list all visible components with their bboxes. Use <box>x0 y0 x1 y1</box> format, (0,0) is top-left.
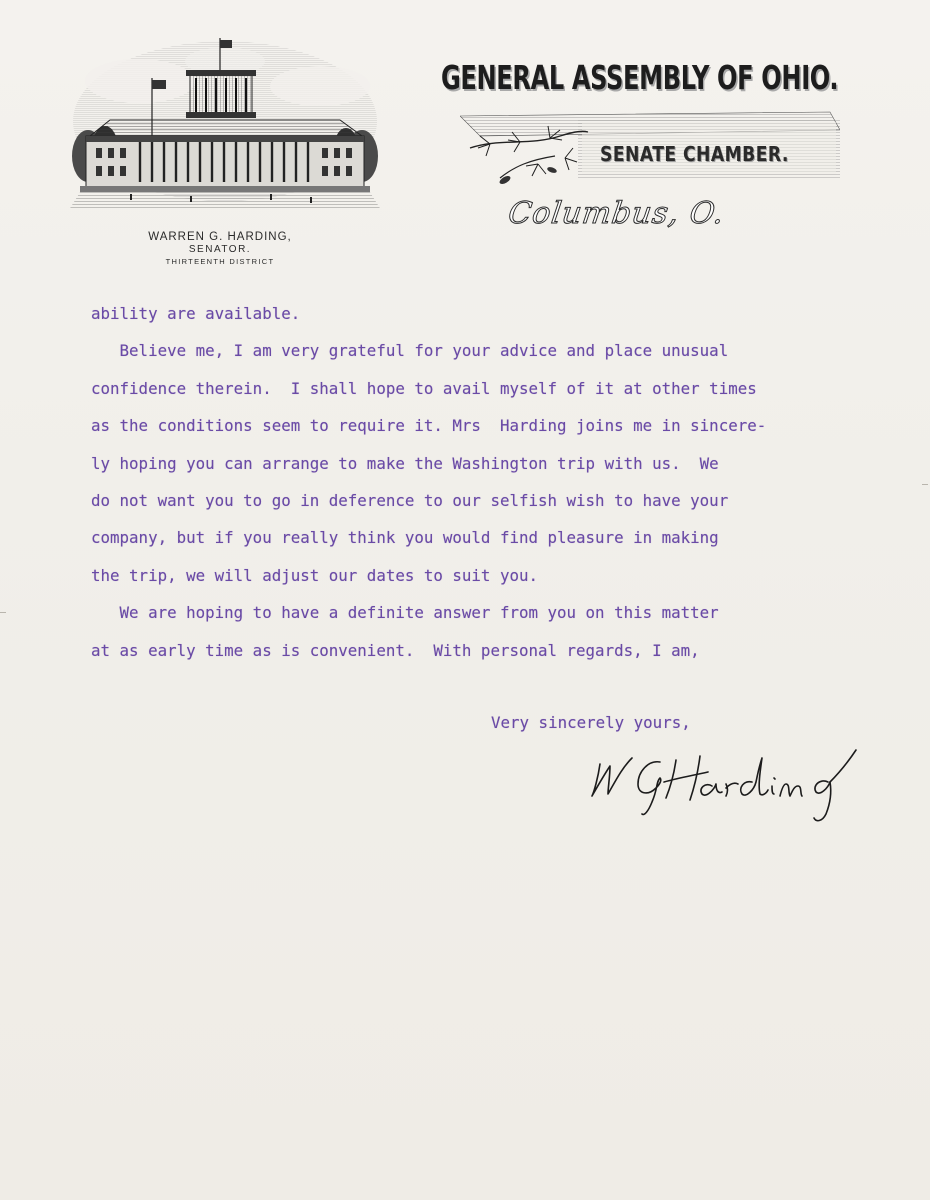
body-line: do not want you to go in deference to our selfish wish to have your <box>91 490 729 510</box>
body-line: the trip, we will adjust our dates to suit you. <box>91 565 538 585</box>
fold-mark <box>922 484 928 485</box>
body-line: at as early time as is convenient. With personal regards, I am, <box>91 640 700 660</box>
fold-mark <box>0 612 6 613</box>
senator-block <box>120 230 320 267</box>
closing-line: Very sincerely yours, <box>491 713 691 732</box>
signature-icon <box>586 742 886 824</box>
body-line: ability are available. <box>91 304 301 323</box>
assembly-title: GENERAL ASSEMBLY OF OHIO. <box>441 58 839 97</box>
city-heading: Columbus, O. <box>506 196 727 231</box>
senator-title: SENATOR. <box>188 244 252 255</box>
body-line: Believe me, I am very grateful for your advice and place unusual <box>91 341 729 361</box>
body-line: confidence therein. I shall hope to avail myself of it at other times <box>91 378 757 398</box>
letter-body <box>91 302 891 676</box>
senator-district: THIRTEENTH DISTRICT <box>165 257 275 266</box>
statehouse-engraving-icon <box>70 36 380 214</box>
body-line: ly hoping you can arrange to make the Washington trip with us. We <box>91 453 719 473</box>
senator-name: WARREN G. HARDING, <box>148 231 292 243</box>
body-line: company, but if you really think you would find pleasure in making <box>91 528 719 548</box>
body-line: We are hoping to have a definite answer from you on this matter <box>91 603 719 623</box>
senate-chamber-title: SENATE CHAMBER. <box>600 142 789 166</box>
body-line: as the conditions seem to require it. Mrs Harding joins me in sincere- <box>91 416 767 436</box>
